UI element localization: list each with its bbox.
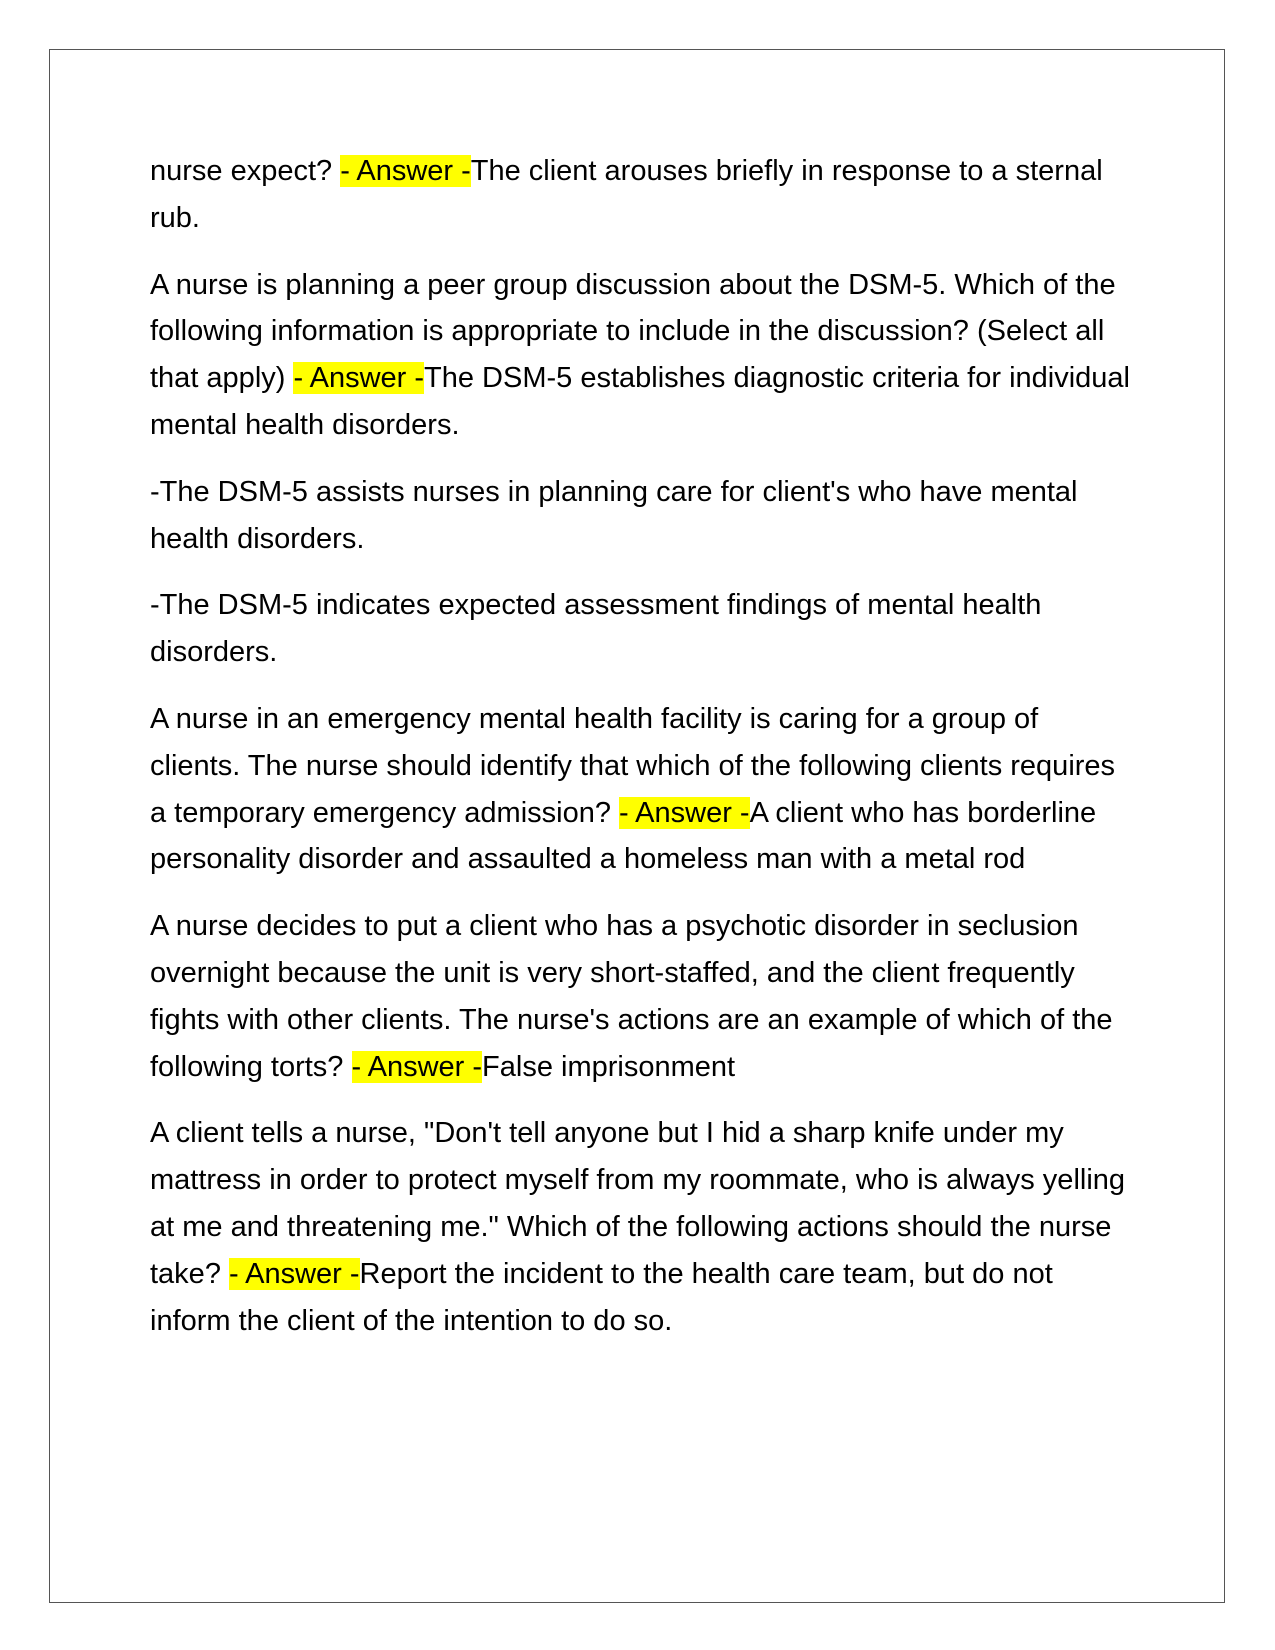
answer-marker: - Answer -	[351, 1050, 483, 1083]
question-text: nurse expect?	[150, 155, 341, 187]
qa-paragraph-1	[150, 148, 1130, 242]
answer-text: The DSM-5 establishes diagnostic criteria for individual mental health disorders.	[150, 362, 1130, 441]
answer-text: Report the incident to the health care team, but do not inform the client of the intention to do so.	[150, 1257, 1053, 1337]
document-body	[150, 148, 1130, 1364]
question-text: A client tells a nurse, "Don't tell anyone but I hid a sharp knife under my mattress in order to protect myself from my roommate, who is always yelling at me and threatening me." Which of the following actions should the nurse take?	[150, 1117, 1126, 1290]
answer-continuation-2: -The DSM-5 indicates expected assessment findings of mental health disorders.	[150, 589, 1042, 669]
qa-paragraph-3	[150, 696, 1130, 883]
answer-marker: - Answer -	[229, 1257, 360, 1290]
question-text: A nurse decides to put a client who has a psychotic disorder in seclusion overnight because the unit is very short-staffed, and the client frequently fights with other clients. The nurse's actions are an example of which of the following torts?	[150, 910, 1113, 1083]
qa-paragraph-5	[150, 1110, 1130, 1344]
qa-paragraph-2	[150, 262, 1130, 449]
answer-text: A client who has borderline personality disorder and assaulted a homeless man with a metal rod	[150, 796, 1097, 876]
qa-paragraph-4	[150, 903, 1130, 1090]
answer-continuation-1: -The DSM-5 assists nurses in planning care for client's who have mental health disorders.	[150, 475, 1078, 555]
answer-marker: - Answer -	[619, 796, 750, 829]
answer-marker: - Answer -	[293, 362, 425, 395]
answer-text: False imprisonment	[482, 1050, 736, 1083]
question-text: A nurse is planning a peer group discussion about the DSM-5. Which of the following information is appropriate to include in the discussion? (Select all that apply)	[150, 268, 1116, 395]
answer-marker: - Answer -	[340, 155, 471, 187]
question-text: A nurse in an emergency mental health facility is caring for a group of clients. The nurse should identify that which of the following clients requires a temporary emergency admission?	[150, 702, 1116, 829]
answer-text: The client arouses briefly in response to a sternal rub.	[150, 155, 1103, 234]
